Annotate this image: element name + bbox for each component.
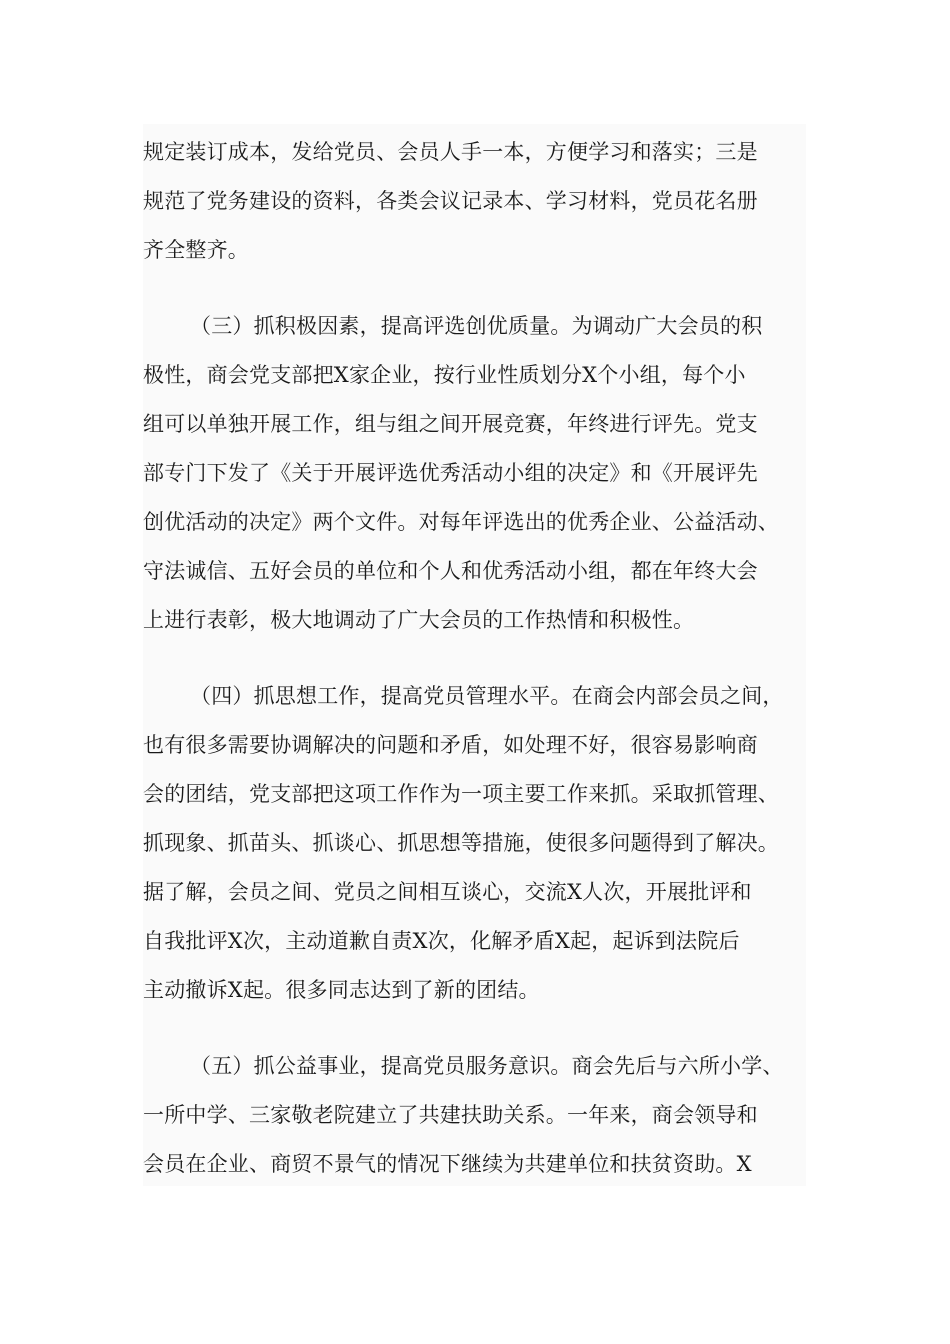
paragraph-line: 守法诚信、五好会员的单位和个人和优秀活动小组，都在年终大会	[143, 559, 758, 583]
paragraph-line: 会的团结，党支部把这项工作作为一项主要工作来抓。采取抓管理、	[143, 782, 779, 806]
paragraph-line: 自我批评X次，主动道歉自责X次，化解矛盾X起，起诉到法院后	[143, 929, 740, 953]
paragraph-line: 据了解，会员之间、党员之间相互谈心，交流X人次，开展批评和	[143, 880, 752, 904]
paragraph-line: 一所中学、三家敬老院建立了共建扶助关系。一年来，商会领导和	[143, 1103, 758, 1127]
paragraph-line: （五）抓公益事业，提高党员服务意识。商会先后与六所小学、	[190, 1054, 784, 1078]
paragraph-line: 规范了党务建设的资料，各类会议记录本、学习材料，党员花名册	[143, 189, 758, 213]
paragraph-line: 也有很多需要协调解决的问题和矛盾，如处理不好，很容易影响商	[143, 733, 758, 757]
text-background	[143, 124, 806, 1186]
paragraph-line: 会员在企业、商贸不景气的情况下继续为共建单位和扶贫资助。X	[143, 1152, 752, 1176]
paragraph-line: 组可以单独开展工作，组与组之间开展竞赛，年终进行评先。党支	[143, 412, 758, 436]
paragraph-line: 主动撤诉X起。很多同志达到了新的团结。	[143, 978, 540, 1002]
paragraph-line: 规定装订成本，发给党员、会员人手一本，方便学习和落实；三是	[143, 140, 758, 164]
paragraph-line: （三）抓积极因素，提高评选创优质量。为调动广大会员的积	[190, 314, 763, 338]
paragraph-line: 上进行表彰，极大地调动了广大会员的工作热情和积极性。	[143, 608, 695, 632]
paragraph-line: 部专门下发了《关于开展评选优秀活动小组的决定》和《开展评先	[143, 461, 758, 485]
paragraph-line: 极性，商会党支部把X家企业，按行业性质划分X个小组，每个小	[143, 363, 746, 387]
paragraph-line: 抓现象、抓苗头、抓谈心、抓思想等措施，使很多问题得到了解决。	[143, 831, 779, 855]
paragraph-line: 创优活动的决定》两个文件。对每年评选出的优秀企业、公益活动、	[143, 510, 779, 534]
paragraph-line: 齐全整齐。	[143, 238, 249, 262]
paragraph-line: （四）抓思想工作，提高党员管理水平。在商会内部会员之间，	[190, 684, 784, 708]
